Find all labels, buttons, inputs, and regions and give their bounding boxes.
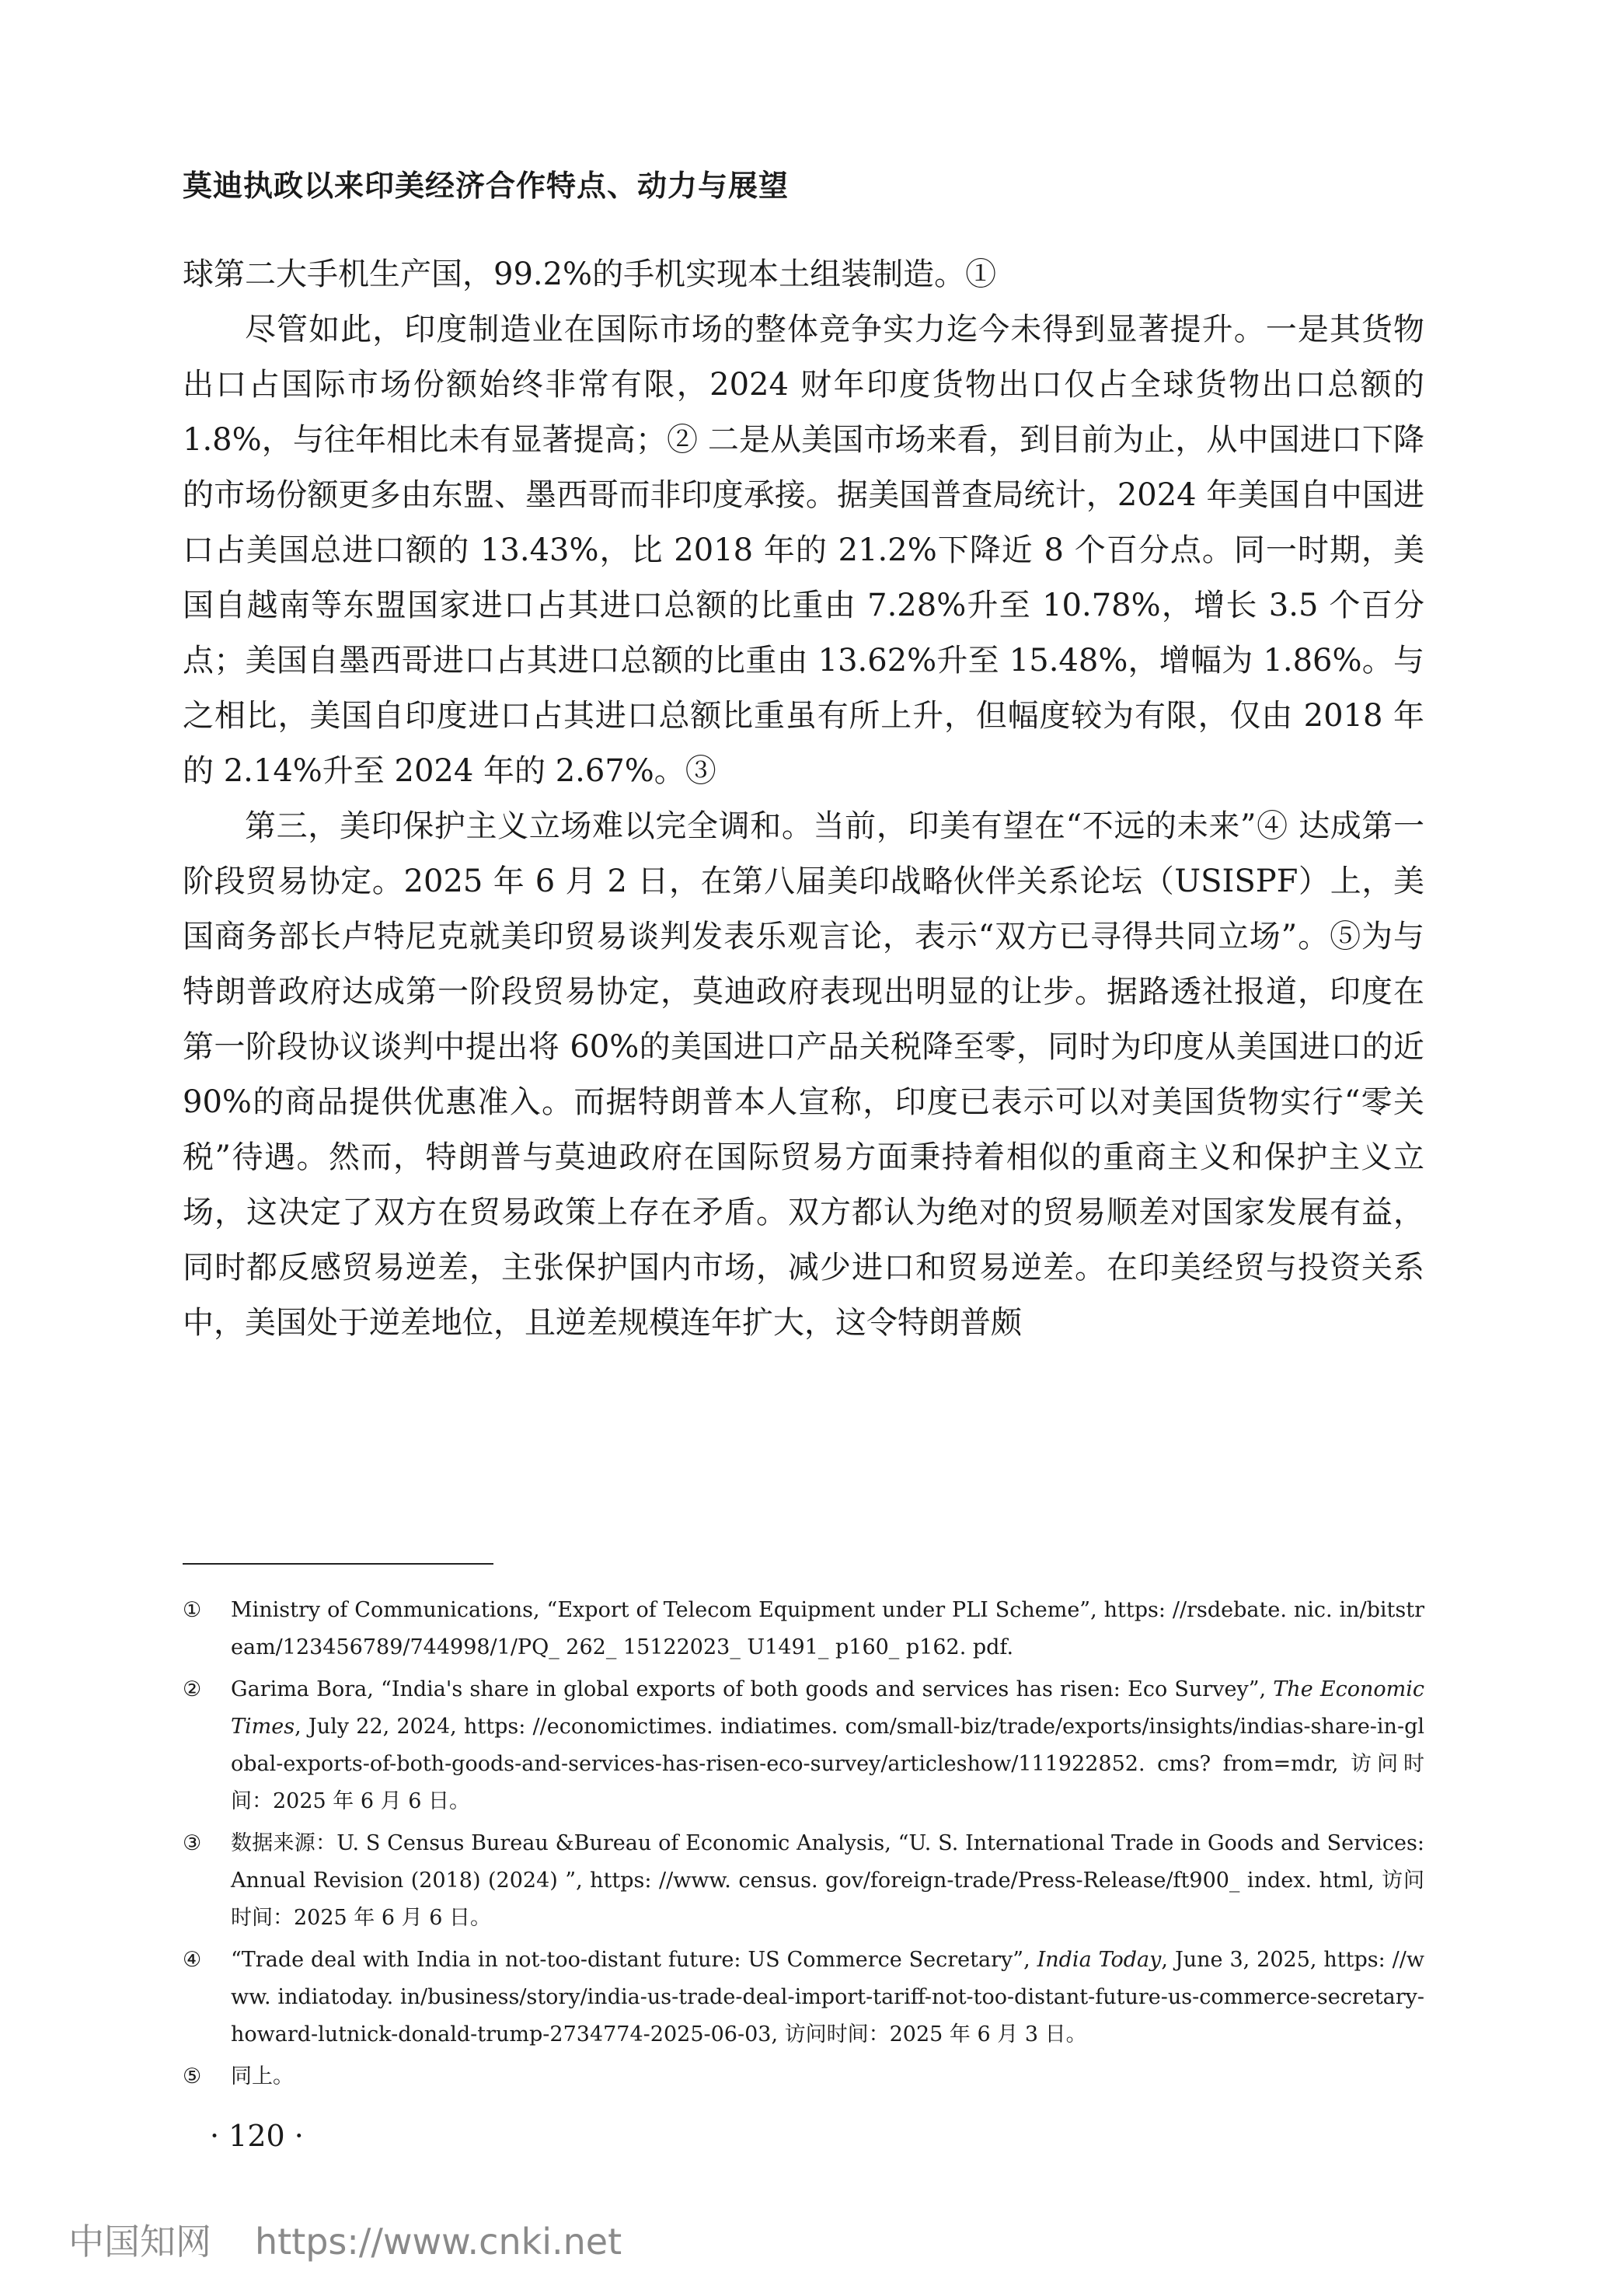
footnote-text-post: , June 3, 2025, https: //www. indiatoday. in/business/story/india-us-trade-deal-import-tariff-not-too-distant-future-us-commerce-secretary-howard-lutnick-donald-trump-2734774-2025-06-03, 访问时间：2025 年 6 月 3 日。 [231,1948,1424,2047]
running-header: 莫迪执政以来印美经济合作特点、动力与展望 [183,168,790,203]
footnote-text-post: , July 22, 2024, https: //economictimes. indiatimes. com/small-biz/trade/exports/insights/indias-share-in-global-exports-of-both-goods-and-services-has-risen-eco-survey/articleshow/111922852. cms? from=mdr, 访问时间：2025 年 6 月 6 日。 [231,1715,1424,1813]
footnote-marker: ⑤ [183,2064,202,2088]
footnote-text-pre: Garima Bora, “India's share in global exports of both goods and services has risen: Eco Survey”, [231,1677,1274,1701]
footnote-text: 数据来源：U. S Census Bureau &Bureau of Economic Analysis, “U. S. International Trade in Goods and Services: Annual Revision (2018) (2024) ”, https: //www. census. gov/foreign-trade/Press-Release/ft900_ index. html, 访问时间：2025 年 6 月 6 日。 [231,1831,1424,1930]
body-text [183,247,1424,1351]
footnote-marker: ③ [183,1831,202,1855]
watermark-name: 中国知网 [68,2221,211,2263]
watermark-url: https://www.cnki.net [255,2221,622,2263]
footnote-3 [183,1825,1424,1937]
page-number: · 120 · [210,2119,304,2153]
footnote-marker: ④ [183,1948,202,1972]
journal-title: India Today [1037,1948,1162,1972]
footnote-text [231,1671,1424,1820]
footnote-text: 同上。 [231,2064,294,2088]
journal-title: The Economic Times [231,1677,1424,1739]
footnote-1 [183,1592,1424,1666]
footnote-text: Ministry of Communications, “Export of Telecom Equipment under PLI Scheme”, https: //rsdebate. nic. in/bitstream/123456789/744998/1/PQ_ 262_ 15122023_ U1491_ p160_ p162. pdf. [231,1598,1424,1659]
paragraph-3: 第三，美印保护主义立场难以完全调和。当前，印美有望在“不远的未来”④ 达成第一阶段贸易协定。2025 年 6 月 2 日，在第八届美印战略伙伴关系论坛（USISPF）上，美国商务部长卢特尼克就美印贸易谈判发表乐观言论，表示“双方已寻得共同立场”。⑤为与特朗普政府达成第一阶段贸易协定，莫迪政府表现出明显的让步。据路透社报道，印度在第一阶段协议谈判中提出将 60%的美国进口产品关税降至零，同时为印度从美国进口的近 90%的商品提供优惠准入。而据特朗普本人宣称，印度已表示可以对美国货物实行“零关税”待遇。然而，特朗普与莫迪政府在国际贸易方面秉持着相似的重商主义和保护主义立场，这决定了双方在贸易政策上存在矛盾。双方都认为绝对的贸易顺差对国家发展有益，同时都反感贸易逆差，主张保护国内市场，减少进口和贸易逆差。在印美经贸与投资关系中，美国处于逆差地位，且逆差规模连年扩大，这令特朗普颇 [183,808,1424,1341]
footnote-text [231,1942,1424,2053]
footnote-rule [183,1563,493,1565]
paragraph-2: 尽管如此，印度制造业在国际市场的整体竞争实力迄今未得到显著提升。一是其货物出口占国际市场份额始终非常有限，2024 财年印度货物出口仅占全球货物出口总额的 1.8%，与往年相比未有显著提高；② 二是从美国市场来看，到目前为止，从中国进口下降的市场份额更多由东盟、墨西哥而非印度承接。据美国普查局统计，2024 年美国自中国进口占美国总进口额的 13.43%，比 2018 年的 21.2%下降近 8 个百分点。同一时期，美国自越南等东盟国家进口占其进口总额的比重由 7.28%升至 10.78%，增长 3.5 个百分点；美国自墨西哥进口占其进口总额的比重由 13.62%升至 15.48%，增幅为 1.86%。与之相比，美国自印度进口占其进口总额比重虽有所上升，但幅度较为有限，仅由 2018 年的 2.14%升至 2024 年的 2.67%。③ [183,312,1424,789]
footnote-4 [183,1942,1424,2053]
footnote-marker: ① [183,1598,202,1622]
footnotes [183,1592,1424,2100]
footnote-marker: ② [183,1677,202,1701]
watermark [68,2214,665,2265]
footnote-text-pre: “Trade deal with India in not-too-distant future: US Commerce Secretary”, [231,1948,1037,1972]
paragraph-1: 球第二大手机生产国，99.2%的手机实现本土组装制造。① [183,256,997,292]
footnote-5 [183,2058,1424,2095]
footnote-2 [183,1671,1424,1820]
